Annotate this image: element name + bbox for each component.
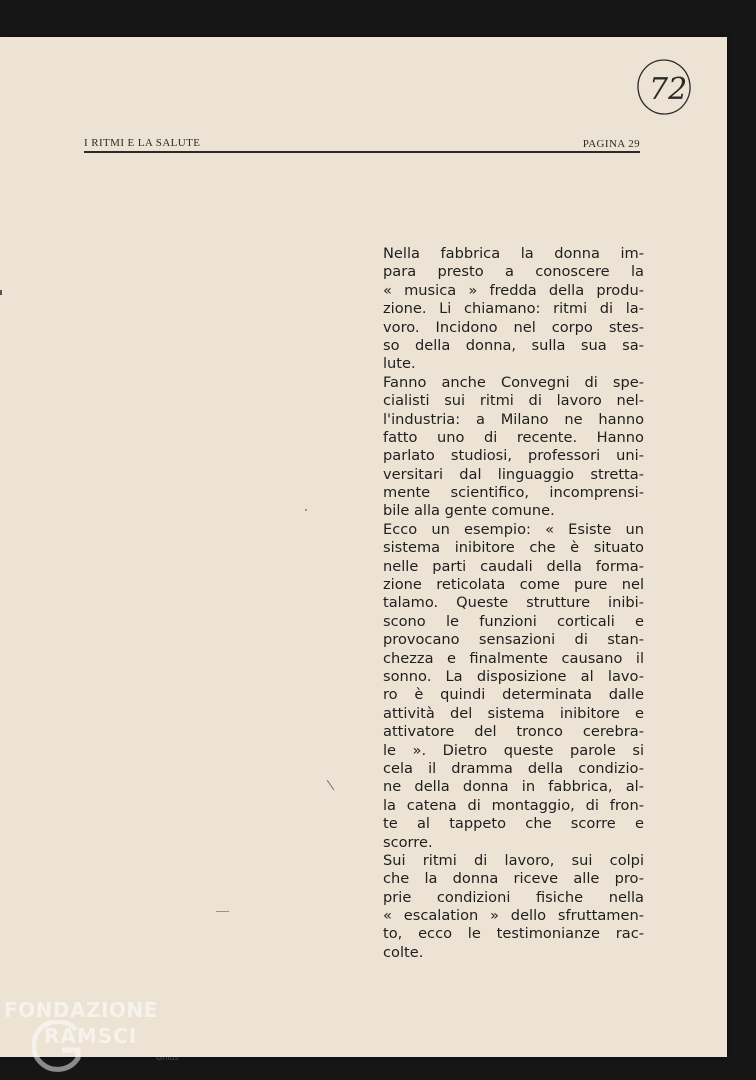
text-line: para presto a conoscere la [383,263,644,281]
text-line: zione. Li chiamano: ritmi di la- [383,300,644,318]
text-line: cela il dramma della condizio- [383,759,644,777]
handwritten-number: 72 [649,72,688,107]
text-line: scono le funzioni corticali e [383,612,644,630]
text-line: prie condizioni fisiche nella [383,888,644,906]
body-text [383,245,644,962]
page-speck [305,509,307,511]
watermark-subtext: Gnius [156,1053,179,1062]
section-title: I RITMI E LA SALUTE [84,137,201,149]
text-line: le ». Dietro queste parole si [383,741,644,759]
text-line: attività del sistema inibitore e [383,704,644,722]
circle-annotation-icon [636,58,692,116]
page-speck [0,290,2,295]
text-line: che la donna riceve alle pro- [383,870,644,888]
page-label: PAGINA 29 [582,138,640,150]
text-line: « musica » fredda della produ- [383,281,644,299]
text-line: cialisti sui ritmi di lavoro nel- [383,392,644,410]
text-line: versitari dal linguaggio stretta- [383,465,644,483]
text-line: attivatore del tronco cerebra- [383,723,644,741]
text-line: to, ecco le testimonianze rac- [383,925,644,943]
text-line: fatto uno di recente. Hanno [383,428,644,446]
text-line: bile alla gente comune. [383,502,555,520]
handwritten-page-number [636,58,692,116]
text-line: « escalation » dello sfruttamen- [383,907,644,925]
watermark-line-1: FONDAZIONE [4,998,158,1022]
text-line: lute. [383,355,416,373]
text-line: te al tappeto che scorre e [383,815,644,833]
text-line: Fanno anche Convegni di spe- [383,373,644,391]
text-line: Sui ritmi di lavoro, sui colpi [383,851,644,869]
archive-watermark [4,998,194,1078]
text-line: sistema inibitore che è situato [383,539,644,557]
text-line: nelle parti caudali della forma- [383,557,644,575]
text-line: ro è quindi determinata dalle [383,686,644,704]
text-line: l'industria: a Milano ne hanno [383,410,644,428]
text-line: talamo. Queste strutture inibi- [383,594,644,612]
text-line: la catena di montaggio, di fron- [383,796,644,814]
text-line: chezza e finalmente causano il [383,649,644,667]
text-line: provocano sensazioni di stan- [383,631,644,649]
text-line: sonno. La disposizione al lavo- [383,667,644,685]
text-line: Ecco un esempio: « Esiste un [383,520,644,538]
text-line: scorre. [383,833,433,851]
text-line: Nella fabbrica la donna im- [383,245,644,262]
text-line: mente scientifico, incomprensi- [383,484,644,502]
text-line: so della donna, sulla sua sa- [383,336,644,354]
text-line: colte. [383,943,424,961]
text-line: zione reticolata come pure nel [383,576,644,594]
text-line: ne della donna in fabbrica, al- [383,778,644,796]
watermark-line-2: RAMSCI [44,1024,138,1048]
text-line: voro. Incidono nel corpo stes- [383,318,644,336]
header-divider [84,151,640,153]
page-speck [216,911,229,912]
text-line: parlato studiosi, professori uni- [383,447,644,465]
